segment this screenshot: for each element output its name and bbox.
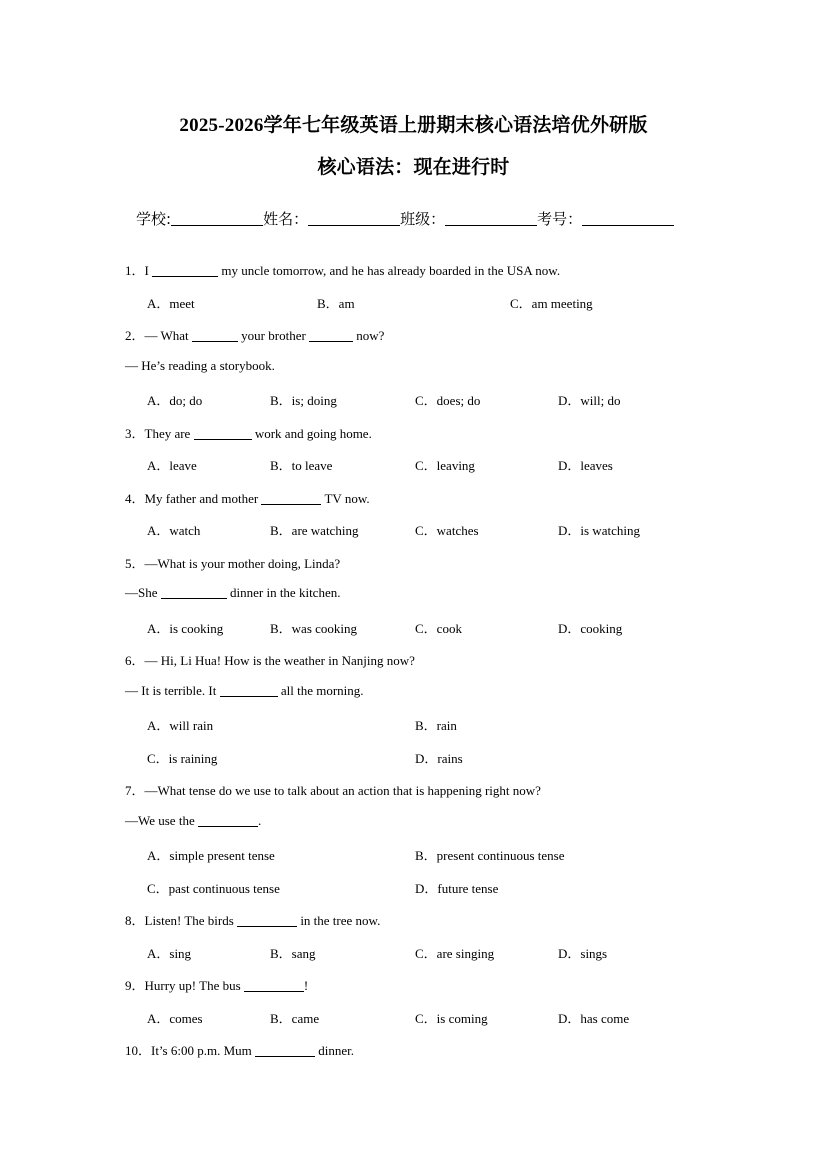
q9-option-c[interactable]: C．is coming xyxy=(415,1011,488,1026)
answer-blank xyxy=(192,329,238,342)
class-field[interactable] xyxy=(445,211,537,226)
name-label: 姓名： xyxy=(263,210,309,228)
q7-option-b[interactable]: B．present continuous tense xyxy=(415,848,565,863)
q9-option-d[interactable]: D．has come xyxy=(558,1011,630,1026)
question-6-reply: — It is terrible. It all the morning. xyxy=(125,683,364,698)
q2-option-c[interactable]: C．does; do xyxy=(415,393,481,408)
name-field[interactable] xyxy=(308,211,400,226)
student-info-line xyxy=(136,208,674,229)
question-5-reply: —She dinner in the kitchen. xyxy=(125,585,341,600)
q3-option-a[interactable]: A．leave xyxy=(147,458,197,473)
q6-option-a[interactable]: A．will rain xyxy=(147,718,214,733)
question-2-stem: 2．— What your brother now? xyxy=(125,328,385,343)
q1-option-c[interactable]: C．am meeting xyxy=(510,296,593,311)
question-6-stem: 6．— Hi, Li Hua! How is the weather in Nanjing now? xyxy=(125,653,415,668)
q3-option-d[interactable]: D．leaves xyxy=(558,458,613,473)
answer-blank xyxy=(198,814,258,827)
q3-option-b[interactable]: B．to leave xyxy=(270,458,333,473)
q4-option-c[interactable]: C．watches xyxy=(415,523,479,538)
question-2-reply: — He’s reading a storybook. xyxy=(125,358,275,373)
answer-blank xyxy=(255,1044,315,1057)
q9-option-b[interactable]: B．came xyxy=(270,1011,320,1026)
document-title: 2025-2026学年七年级英语上册期末核心语法培优外研版 xyxy=(179,115,648,136)
q7-option-a[interactable]: A．simple present tense xyxy=(147,848,275,863)
question-9-stem: 9．Hurry up! The bus ! xyxy=(125,978,309,993)
answer-blank xyxy=(194,427,252,440)
answer-blank xyxy=(152,264,218,277)
q5-option-c[interactable]: C．cook xyxy=(415,621,462,636)
q1-option-a[interactable]: A．meet xyxy=(147,296,195,311)
question-7-stem: 7．—What tense do we use to talk about an action that is happening right now? xyxy=(125,783,541,798)
document-subtitle: 核心语法：现在进行时 xyxy=(317,157,510,178)
answer-blank xyxy=(237,914,297,927)
school-field[interactable] xyxy=(171,211,263,226)
q5-option-b[interactable]: B．was cooking xyxy=(270,621,358,636)
q3-option-c[interactable]: C．leaving xyxy=(415,458,475,473)
q8-option-b[interactable]: B．sang xyxy=(270,946,316,961)
question-3-stem: 3．They are work and going home. xyxy=(125,426,372,441)
question-5-stem: 5．—What is your mother doing, Linda? xyxy=(125,556,341,571)
q8-option-a[interactable]: A．sing xyxy=(147,946,192,961)
answer-blank xyxy=(261,492,321,505)
exam-number-field[interactable] xyxy=(582,211,674,226)
q2-option-d[interactable]: D．will; do xyxy=(558,393,621,408)
school-label: 学校: xyxy=(136,210,172,228)
q2-option-b[interactable]: B．is; doing xyxy=(270,393,337,408)
answer-blank xyxy=(244,979,304,992)
question-8-stem: 8．Listen! The birds in the tree now. xyxy=(125,913,381,928)
q6-option-b[interactable]: B．rain xyxy=(415,718,457,733)
q8-option-d[interactable]: D．sings xyxy=(558,946,608,961)
question-4-stem: 4．My father and mother TV now. xyxy=(125,491,370,506)
q1-option-b[interactable]: B．am xyxy=(317,296,355,311)
exam-number-label: 考号： xyxy=(537,210,583,228)
q5-option-a[interactable]: A．is cooking xyxy=(147,621,224,636)
question-1-stem: 1．I my uncle tomorrow, and he has already boarded in the USA now. xyxy=(125,263,561,278)
q6-option-c[interactable]: C．is raining xyxy=(147,751,218,766)
q4-option-d[interactable]: D．is watching xyxy=(558,523,640,538)
answer-blank xyxy=(309,329,353,342)
class-label: 班级： xyxy=(400,210,446,228)
q6-option-d[interactable]: D．rains xyxy=(415,751,463,766)
question-7-reply: —We use the . xyxy=(125,813,262,828)
question-10-stem: 10．It’s 6:00 p.m. Mum dinner. xyxy=(125,1043,355,1058)
q9-option-a[interactable]: A．comes xyxy=(147,1011,203,1026)
q7-option-c[interactable]: C．past continuous tense xyxy=(147,881,280,896)
q8-option-c[interactable]: C．are singing xyxy=(415,946,495,961)
answer-blank xyxy=(161,586,227,599)
answer-blank xyxy=(220,684,278,697)
q4-option-a[interactable]: A．watch xyxy=(147,523,201,538)
q2-option-a[interactable]: A．do; do xyxy=(147,393,203,408)
q7-option-d[interactable]: D．future tense xyxy=(415,881,499,896)
q4-option-b[interactable]: B．are watching xyxy=(270,523,359,538)
q5-option-d[interactable]: D．cooking xyxy=(558,621,623,636)
